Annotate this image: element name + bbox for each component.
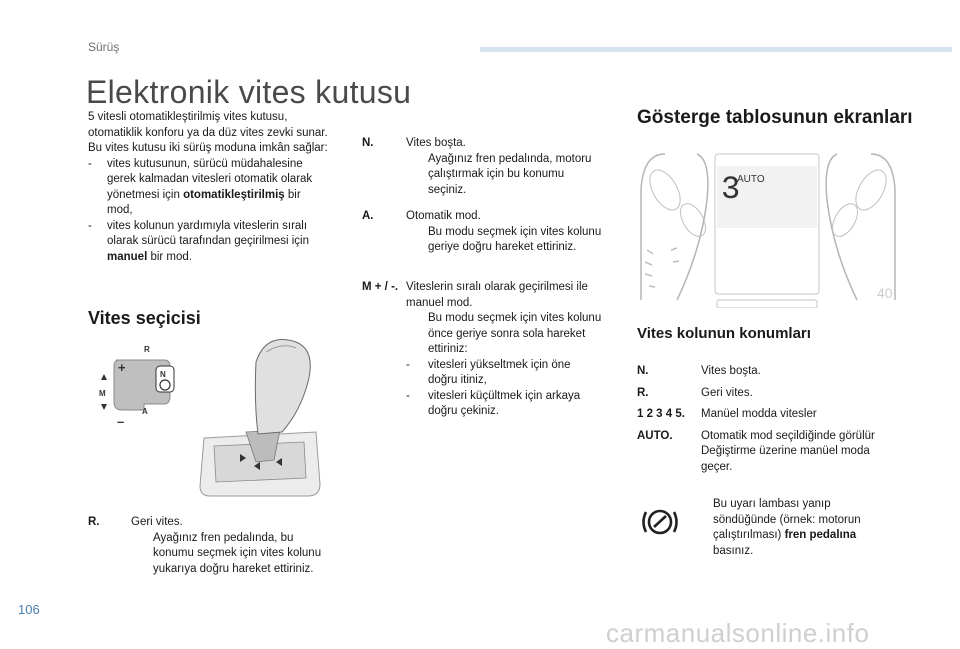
header-bar xyxy=(480,47,952,52)
mode-indicator-display: AUTO xyxy=(737,174,765,185)
gate-label-n: N xyxy=(160,370,166,379)
gear-number-display: 3 xyxy=(721,171,741,208)
page-number: 106 xyxy=(18,602,40,617)
watermark: carmanualsonline.info xyxy=(606,618,870,648)
gear-knob xyxy=(255,340,310,435)
neutral-key: N. xyxy=(362,137,374,149)
mode-list-item xyxy=(88,219,353,266)
position-row: N. Vites boşta. xyxy=(637,364,907,380)
lower-display-strip xyxy=(717,300,817,308)
brake-warning-icon xyxy=(640,505,680,539)
gate-label-plus: + xyxy=(118,360,126,375)
section-label: Sürüş xyxy=(88,40,120,54)
position-key: R. xyxy=(637,386,649,399)
position-key: AUTO. xyxy=(637,429,673,442)
speed-scale-label: 40 xyxy=(877,285,893,301)
shift-pattern-diagram xyxy=(94,340,184,430)
list-line: manuel bir mod. xyxy=(107,250,193,263)
reverse-key: R. xyxy=(88,516,100,528)
position-row: 1 2 3 4 5. Manüel modda vitesler xyxy=(637,407,907,423)
selector-heading: Vites seçicisi xyxy=(88,308,201,328)
manual-key: M + / -. xyxy=(362,281,399,293)
list-line: mod, xyxy=(107,204,133,216)
gate-label-m: M xyxy=(99,389,106,398)
intro-paragraph xyxy=(88,110,353,265)
auto-bullet-item: Bu modu seçmek için vites kolunu geriye doğru hareket ettiriniz. xyxy=(428,225,602,253)
mode-list-item xyxy=(88,157,353,219)
manual-dash-item: - vitesleri yükseltmek için öne doğru itiniz, xyxy=(406,358,571,386)
intro-line: Bu vites kutusu iki sürüş moduna imkân sağlar: xyxy=(88,142,328,154)
position-key: 1 2 3 4 5. xyxy=(637,408,685,420)
positions-list xyxy=(637,364,907,475)
list-dash: - xyxy=(88,219,92,232)
reverse-line: Geri vites. xyxy=(131,516,183,528)
position-row: AUTO. Otomatik mod seçildiğinde görülür Değiştirme üzerine manüel moda geçer. xyxy=(637,429,875,473)
gear-lever-illustration xyxy=(196,332,326,500)
gate-label-a: A xyxy=(142,407,148,416)
arrow-up-icon xyxy=(101,374,107,380)
left-gauge-outline xyxy=(644,165,687,215)
positions-heading: Vites kolunun konumları xyxy=(637,325,811,342)
gate-label-minus: – xyxy=(117,414,125,429)
list-line: vites kolunun yardımıyla viteslerin sıralı xyxy=(107,219,308,232)
manual-entry: M + / -. Viteslerin sıralı olarak geçirilmesi ile manuel mod. Bu modu seçmek için vites kolunu önce geriye sonra sola hareket ettiriniz: - vitesleri yükseltmek için öne doğru itiniz, - vitesleri küçültmek için arkaya doğru çekiniz. xyxy=(362,280,617,420)
intro-line: 5 vitesli otomatikleştirilmiş vites kutusu, xyxy=(88,111,288,123)
left-dial-rim xyxy=(641,154,665,300)
right-dial-rim xyxy=(871,154,895,300)
gate-label-r: R xyxy=(144,345,150,354)
auto-entry: A. Otomatik mod. Bu modu seçmek için vites kolunu geriye doğru hareket ettiriniz. xyxy=(362,209,617,256)
position-row: R. Geri vites. xyxy=(637,386,907,402)
arrow-down-icon xyxy=(101,404,107,410)
tick-marks xyxy=(645,248,679,287)
page-title: Elektronik vites kutusu xyxy=(86,74,412,110)
list-line: vites kutusunun, sürücü müdahalesine xyxy=(107,157,303,170)
list-dash: - xyxy=(88,157,92,170)
warning-note: Bu uyarı lambası yanıp söndüğünde (örnek: motorun çalıştırılması) fren pedalına basınız. xyxy=(713,498,861,557)
list-line: olarak sürücü tarafından geçirilmesi için xyxy=(107,235,309,247)
list-line: yönetmesi için otomatikleştirilmiş bir xyxy=(107,188,301,201)
neutral-bullet-item: Ayağınız fren pedalında, motoru çalıştırmak için bu konumu seçiniz. xyxy=(428,152,592,196)
display-heading: Gösterge tablosunun ekranları xyxy=(637,107,913,128)
position-key: N. xyxy=(637,365,649,377)
intro-line: otomatiklik konforu ya da düz vites zevki sunar. xyxy=(88,126,328,139)
left-dial-rim xyxy=(677,154,708,300)
auto-key: A. xyxy=(362,210,374,222)
right-gauge-outline xyxy=(850,165,893,215)
list-line: gerek kalmadan vitesleri otomatik olarak xyxy=(107,173,313,185)
instrument-cluster-illustration xyxy=(637,150,899,308)
reverse-entry xyxy=(88,515,353,577)
neutral-entry: N. Vites boşta. Ayağınız fren pedalında, motoru çalıştırmak için bu konumu seçiniz. xyxy=(362,136,617,198)
left-gauge-outline xyxy=(675,199,710,240)
reverse-bullet-item: Ayağınız fren pedalında, bu konumu seçmek için vites kolunu yukarıya doğru hareket ettiriniz. xyxy=(153,531,322,575)
manual-bullet-item: Bu modu seçmek için vites kolunu önce geriye sonra sola hareket ettiriniz: xyxy=(428,312,602,355)
manual-dash-item: - vitesleri küçültmek için arkaya doğru çekiniz. xyxy=(406,389,581,417)
